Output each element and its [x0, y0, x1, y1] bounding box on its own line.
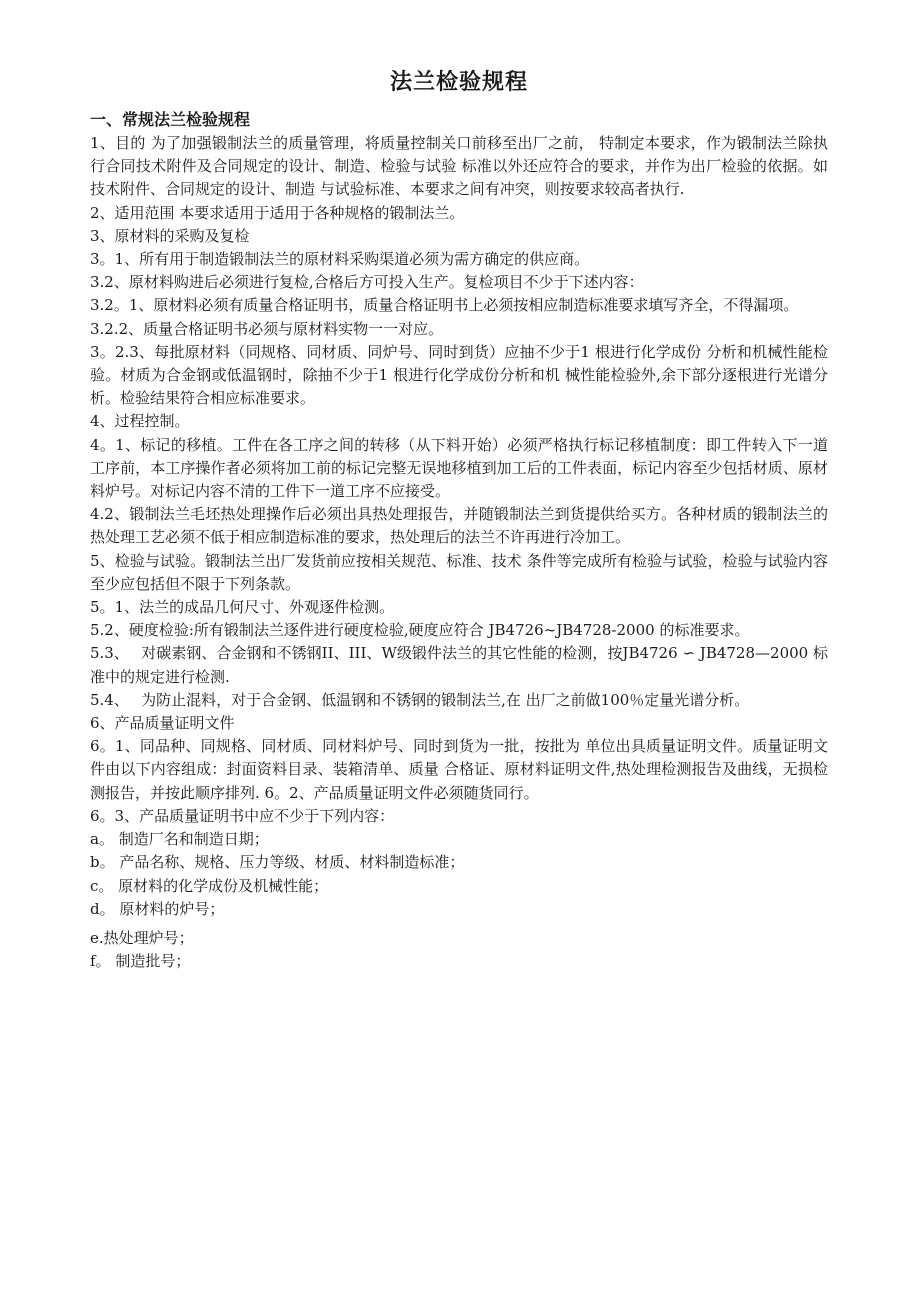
paragraph-4-1: 4。1、标记的移植。工件在各工序之间的转移（从下料开始）必须严格执行标记移植制度：即工件转入下一道工序前，本工序操作者必须将加工前的标记完整无误地移植到加工后的工件表面，标记内容至少包括材质、原材料炉号。对标记内容不清的工件下一道工序不应接受。 [90, 435, 828, 501]
list-item-a: a。 制造厂名和制造日期； [90, 830, 269, 849]
document-title: 法兰检验规程 [389, 70, 528, 95]
paragraph-3-2: 3.2、原材料购进后必须进行复检,合格后方可投入生产。复检项目不少于下述内容： [90, 273, 644, 292]
list-item-e: e.热处理炉号； [90, 928, 194, 947]
paragraph-6-1: 6。1、同品种、同规格、同材质、同材料炉号、同时到货为一批，按批为 单位出具质量证明文件。质量证明文件由以下内容组成：封面资料目录、装箱清单、质量 合格证、原材料证明文件,热处理检测报告及曲线，无损检测报告，并按此顺序排列. 6。2、产品质量证明文件必须随货同行。 [90, 737, 828, 802]
list-item-b: b。 产品名称、规格、压力等级、材质、材料制造标准； [90, 853, 465, 872]
paragraph-inspection-heading: 5、检验与试验。锻制法兰出厂发货前应按相关规范、标准、技术 条件等完成所有检验与试验，检验与试验内容至少应包括但不限于下列条款。 [90, 551, 828, 593]
section-heading: 一、常规法兰检验规程 [90, 110, 251, 129]
paragraph-process-control-heading: 4、过程控制。 [90, 412, 190, 431]
list-item-c: c。 原材料的化学成份及机械性能； [90, 876, 329, 895]
paragraph-3-2-1: 3.2。1、原材料必须有质量合格证明书，质量合格证明书上必须按相应制造标准要求填写齐全，不得漏项。 [90, 296, 799, 315]
paragraph-4-2: 4.2、锻制法兰毛坯热处理操作后必须出具热处理报告，并随锻制法兰到货提供给买方。各种材质的锻制法兰的热处理工艺必须不低于相应制造标准的要求，热处理后的法兰不许再进行冷加工。 [90, 505, 828, 547]
paragraph-purpose: 1、目的 为了加强锻制法兰的质量管理，将质量控制关口前移至出厂之前， 特制定本要求，作为锻制法兰除执行合同技术附件及合同规定的设计、制造、检验与试验 标准以外还应符合的要求，并作为出厂检验的依据。如技术附件、合同规定的设计、制造 与试验标准、本要求之间有冲突，则按要求较高者执行. [90, 134, 828, 199]
list-item-d: d。 原材料的炉号； [90, 899, 225, 918]
paragraph-5-4: 5.4、 为防止混料，对于合金钢、低温钢和不锈钢的锻制法兰,在 出厂之前做100％定量光谱分析。 [90, 690, 750, 709]
paragraph-scope: 2、适用范围 本要求适用于适用于各种规格的锻制法兰。 [90, 203, 465, 222]
paragraph-raw-material-heading: 3、原材料的采购及复检 [90, 226, 250, 245]
paragraph-3-2-2: 3.2.2、质量合格证明书必须与原材料实物一一对应。 [90, 319, 444, 338]
paragraph-5-1: 5。1、法兰的成品几何尺寸、外观逐件检测。 [90, 598, 395, 617]
list-item-f: f。 制造批号； [90, 952, 191, 971]
paragraph-3-1: 3。1、所有用于制造锻制法兰的原材料采购渠道必须为需方确定的供应商。 [90, 250, 590, 269]
paragraph-3-2-3: 3。2.3、每批原材料（同规格、同材质、同炉号、同时到货）应抽不少于1 根进行化学成份 分析和机械性能检验。材质为合金钢或低温钢时，除抽不少于1 根进行化学成份分析和机 械性能检验外,余下部分逐根进行光谱分析。检验结果符合相应标准要求。 [90, 342, 828, 408]
paragraph-5-2: 5.2、硬度检验:所有锻制法兰逐件进行硬度检验,硬度应符合 JB4726~JB4728-2000 的标准要求。 [90, 621, 750, 640]
paragraph-certificate-heading: 6、产品质量证明文件 [90, 714, 235, 733]
paragraph-5-3: 5.3、 对碳素钢、合金钢和不锈钢II、III、W级锻件法兰的其它性能的检测，按JB4726 ∽ JB4728—2000 标准中的规定进行检测. [90, 644, 828, 686]
paragraph-6-3: 6。3、产品质量证明书中应不少于下列内容： [90, 806, 395, 825]
